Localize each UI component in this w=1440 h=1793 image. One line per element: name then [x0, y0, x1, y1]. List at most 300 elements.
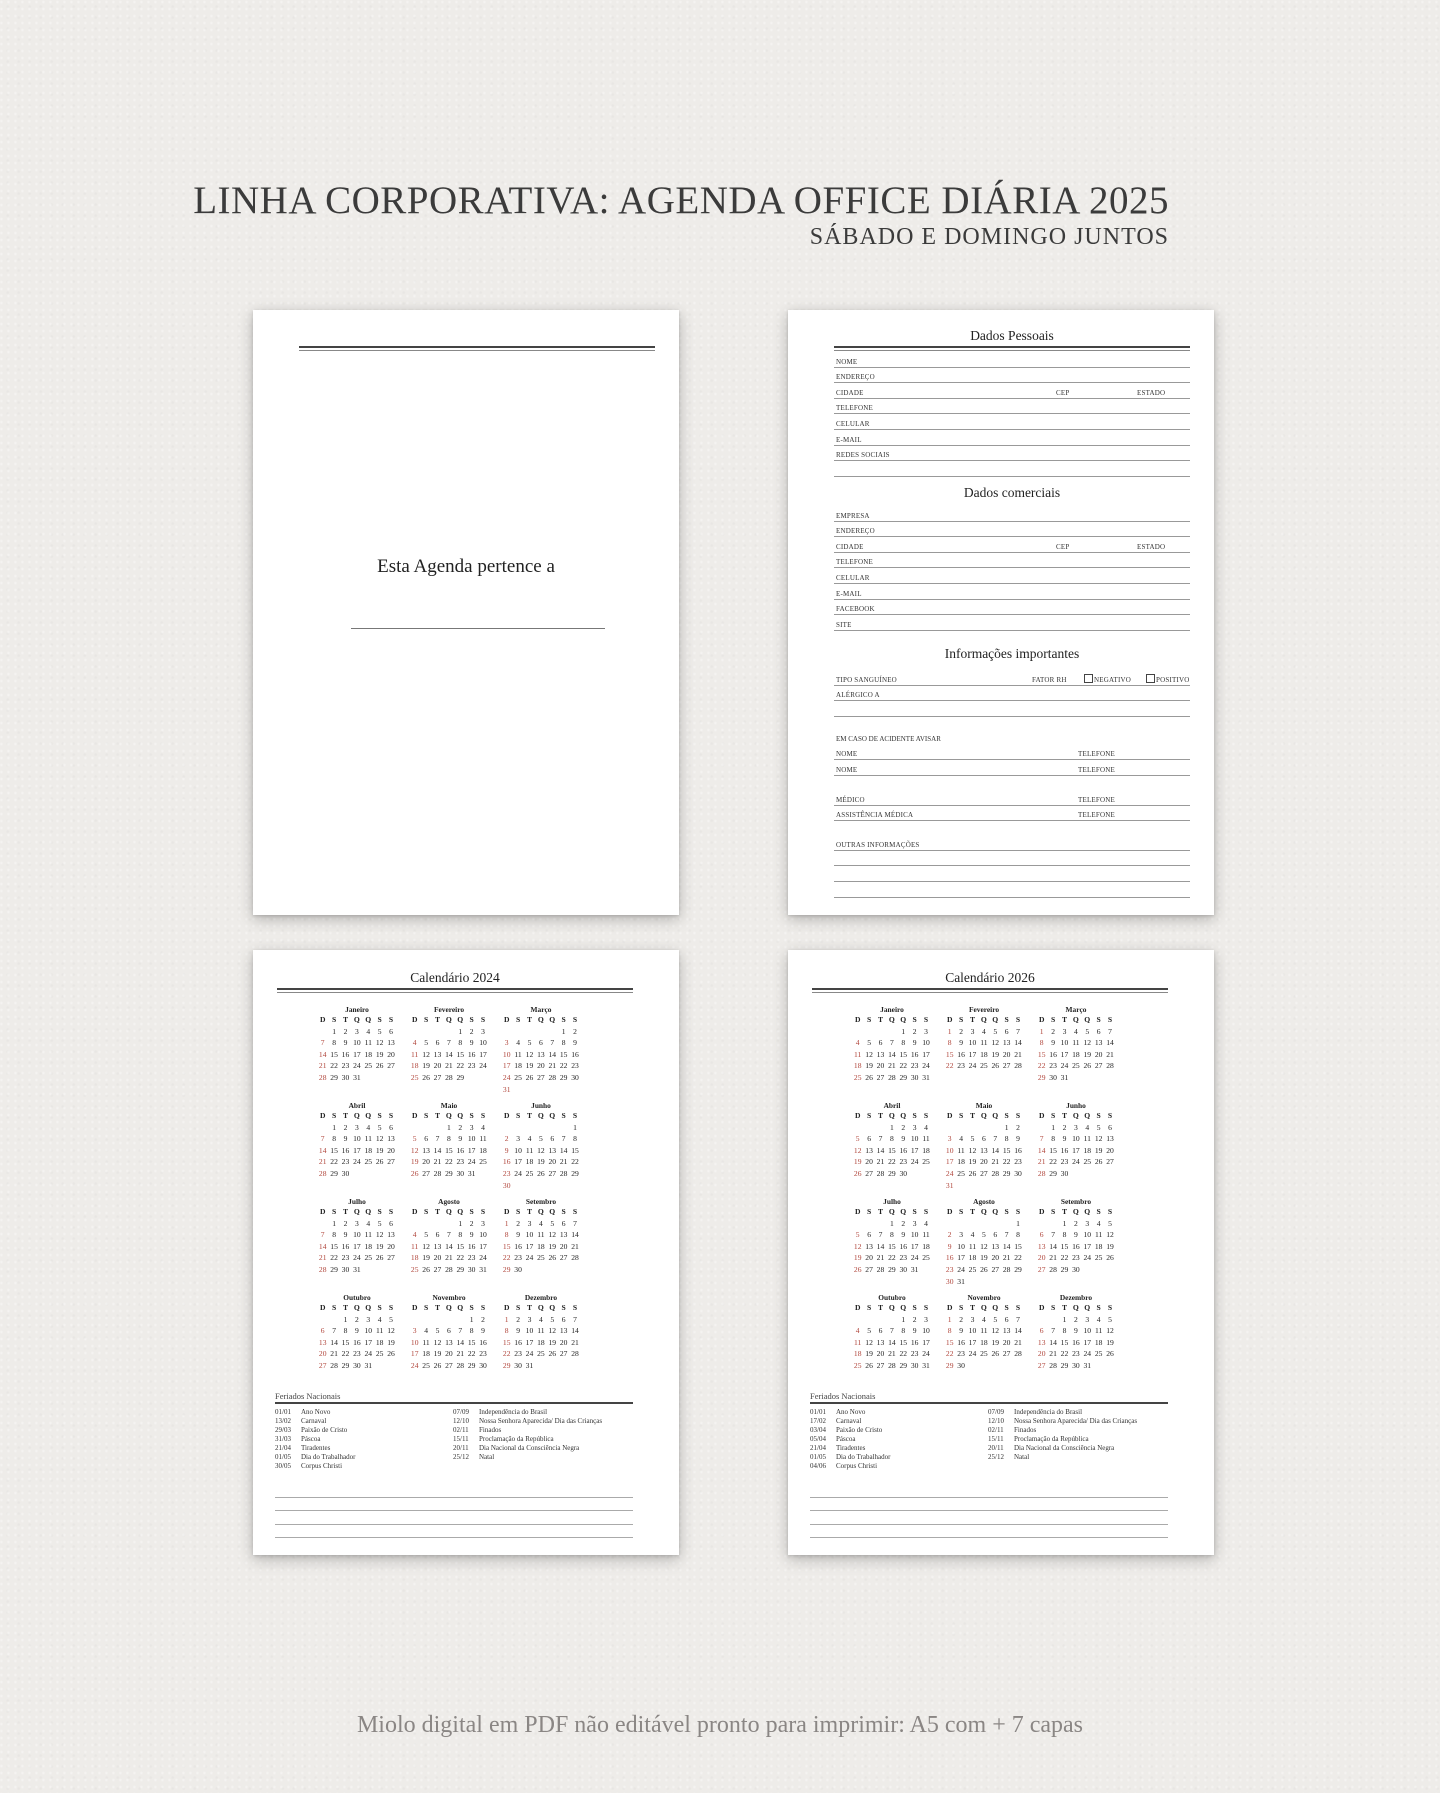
- day-cell: 25: [853, 1360, 862, 1370]
- day-cell: 27: [865, 1168, 873, 1178]
- checkbox-negativo-icon[interactable]: [1084, 674, 1093, 683]
- day-cell: 1: [1062, 1218, 1067, 1228]
- day-cell: 11: [980, 1326, 988, 1336]
- month-days: [1036, 1026, 1116, 1084]
- day-cell: 10: [514, 1145, 522, 1155]
- day-cell: 17: [479, 1049, 487, 1059]
- day-cell: 17: [525, 1337, 534, 1347]
- holidays-title: Feriados Nacionais: [275, 1391, 341, 1401]
- day-cell: 1: [901, 1026, 906, 1036]
- day-cell: 14: [571, 1326, 579, 1336]
- day-cell: 24: [968, 1061, 977, 1071]
- day-cell: 27: [865, 1264, 873, 1274]
- checkbox-positivo-icon[interactable]: [1146, 674, 1155, 683]
- day-cell: 25: [537, 1253, 545, 1263]
- field-contato-1: NOME TELEFONE: [834, 745, 1190, 761]
- calendar-2024-page: [253, 950, 679, 1555]
- day-cell: 17: [922, 1049, 930, 1059]
- field-medico: MÉDICO TELEFONE: [834, 790, 1190, 806]
- field-acidente: EM CASO DE ACIDENTE AVISAR: [836, 734, 941, 743]
- day-cell: 22: [330, 1157, 338, 1167]
- holiday-item: 15/11 Proclamação da República: [453, 1435, 554, 1443]
- day-cell: 31: [1060, 1072, 1069, 1082]
- weekday-header: D S T Q Q S S: [411, 1303, 486, 1312]
- day-cell: 4: [981, 1026, 986, 1036]
- day-cell: 18: [410, 1061, 419, 1071]
- day-cell: 3: [527, 1314, 532, 1324]
- day-cell: 26: [548, 1253, 557, 1263]
- day-cell: 14: [888, 1049, 896, 1059]
- day-cell: 28: [1106, 1061, 1114, 1071]
- month-name: Dezembro: [524, 1293, 558, 1302]
- day-cell: 21: [1014, 1337, 1022, 1347]
- day-cell: 8: [343, 1326, 348, 1336]
- day-cell: 20: [1037, 1253, 1046, 1263]
- day-cell: 28: [1014, 1061, 1022, 1071]
- holiday-item: 20/11 Dia Nacional da Consciência Negra: [988, 1444, 1115, 1452]
- field-email-comercial: E-MAIL: [834, 584, 1190, 600]
- day-cell: 25: [364, 1253, 373, 1263]
- day-cell: 3: [959, 1230, 963, 1240]
- day-cell: 11: [854, 1337, 862, 1347]
- day-cell: 22: [888, 1157, 896, 1167]
- day-cell: 9: [516, 1326, 520, 1336]
- section-title-personal: Dados Pessoais: [970, 328, 1054, 343]
- day-cell: 1: [1039, 1026, 1044, 1036]
- blank-line: [834, 461, 1190, 477]
- day-cell: 17: [1060, 1049, 1069, 1059]
- day-cell: 1: [332, 1218, 336, 1228]
- weekday-header: D S T Q Q S S: [503, 1015, 578, 1024]
- day-cell: 12: [991, 1326, 1000, 1336]
- day-cell: 19: [980, 1253, 988, 1263]
- cover-rule: [299, 346, 655, 351]
- day-cell: 2: [959, 1026, 963, 1036]
- day-cell: 12: [853, 1145, 862, 1155]
- day-cell: 19: [1106, 1241, 1114, 1251]
- day-cell: 23: [467, 1061, 476, 1071]
- day-cell: 31: [353, 1264, 361, 1274]
- day-cell: 11: [922, 1230, 930, 1240]
- day-cell: 19: [525, 1061, 534, 1071]
- day-cell: 6: [878, 1326, 883, 1336]
- day-cell: 16: [1072, 1241, 1080, 1251]
- day-cell: 14: [330, 1337, 338, 1347]
- day-cell: 11: [1094, 1230, 1103, 1240]
- day-cell: 28: [571, 1253, 579, 1263]
- cover-owner-line: [351, 628, 605, 629]
- day-cell: 25: [422, 1360, 430, 1370]
- day-cell: 12: [853, 1241, 862, 1251]
- day-cell: 26: [980, 1264, 988, 1274]
- weekday-header: D S T Q Q S S: [319, 1303, 394, 1312]
- day-cell: 27: [537, 1072, 545, 1082]
- day-cell: 7: [561, 1134, 566, 1144]
- day-cell: 23: [341, 1061, 350, 1071]
- day-cell: 14: [548, 1049, 557, 1059]
- day-cell: 30: [467, 1264, 476, 1274]
- day-cell: 22: [1002, 1157, 1011, 1167]
- day-cell: 1: [1004, 1122, 1009, 1132]
- day-cell: 5: [867, 1038, 871, 1048]
- month-name: Janeiro: [345, 1005, 369, 1014]
- day-cell: 16: [514, 1337, 522, 1347]
- month-outubro: [852, 1294, 932, 1372]
- day-cell: 28: [445, 1264, 453, 1274]
- day-cell: 5: [1108, 1218, 1112, 1228]
- day-cell: 26: [1106, 1253, 1114, 1263]
- day-cell: 12: [865, 1337, 873, 1347]
- holidays-title: Feriados Nacionais: [810, 1391, 876, 1401]
- day-cell: 25: [980, 1061, 988, 1071]
- day-cell: 16: [467, 1241, 476, 1251]
- day-cell: 19: [410, 1157, 419, 1167]
- day-cell: 24: [922, 1349, 930, 1359]
- day-cell: 26: [1106, 1349, 1114, 1359]
- field-email: E-MAIL: [834, 430, 1190, 446]
- day-cell: 24: [968, 1349, 977, 1359]
- day-cell: 20: [548, 1157, 557, 1167]
- day-cell: 31: [910, 1264, 919, 1274]
- field-celular: CELULAR: [834, 414, 1190, 430]
- day-cell: 14: [433, 1145, 442, 1155]
- day-cell: 13: [1106, 1134, 1114, 1144]
- month-junho: [1036, 1102, 1116, 1180]
- day-cell: 28: [888, 1072, 896, 1082]
- day-cell: 15: [945, 1337, 954, 1347]
- holiday-item: 25/12 Natal: [453, 1453, 495, 1461]
- month-name: Março: [1065, 1005, 1087, 1014]
- day-cell: 19: [375, 1145, 384, 1155]
- day-cell: 4: [924, 1218, 928, 1228]
- page-subtitle: SÁBADO E DOMINGO JUNTOS: [809, 224, 1169, 250]
- day-cell: 16: [1072, 1337, 1080, 1347]
- day-cell: 20: [433, 1061, 442, 1071]
- day-cell: 6: [1004, 1026, 1009, 1036]
- day-cell: 21: [991, 1157, 1000, 1167]
- day-cell: 17: [1083, 1241, 1092, 1251]
- day-cell: 13: [1002, 1326, 1011, 1336]
- day-cell: 17: [957, 1253, 965, 1263]
- day-cell: 22: [559, 1061, 568, 1071]
- month-name: Julho: [348, 1197, 366, 1206]
- day-cell: 25: [375, 1349, 384, 1359]
- weekday-header: D S T Q Q S S: [319, 1015, 394, 1024]
- day-cell: 30: [502, 1180, 511, 1190]
- day-cell: 3: [924, 1314, 928, 1324]
- day-cell: 9: [343, 1230, 348, 1240]
- day-cell: 1: [573, 1122, 577, 1132]
- day-cell: 13: [1094, 1038, 1103, 1048]
- day-cell: 4: [855, 1038, 860, 1048]
- day-cell: 6: [435, 1038, 440, 1048]
- day-cell: 22: [330, 1061, 338, 1071]
- day-cell: 14: [1037, 1145, 1046, 1155]
- day-cell: 20: [433, 1253, 442, 1263]
- day-cell: 5: [424, 1038, 428, 1048]
- month-novembro: [944, 1294, 1024, 1372]
- day-cell: 5: [377, 1122, 382, 1132]
- day-cell: 21: [318, 1253, 327, 1263]
- day-cell: 17: [353, 1049, 361, 1059]
- day-cell: 17: [1072, 1145, 1080, 1155]
- month-days: [501, 1026, 581, 1096]
- day-cell: 20: [559, 1337, 568, 1347]
- day-cell: 21: [456, 1349, 465, 1359]
- weekday-header: D S T Q Q S S: [411, 1111, 486, 1120]
- day-cell: 15: [1002, 1145, 1011, 1155]
- day-cell: 10: [364, 1326, 373, 1336]
- day-cell: 26: [865, 1360, 873, 1370]
- day-cell: 31: [1083, 1360, 1092, 1370]
- day-cell: 20: [559, 1241, 568, 1251]
- day-cell: 23: [341, 1253, 350, 1263]
- day-cell: 2: [1016, 1122, 1020, 1132]
- day-cell: 9: [1073, 1326, 1078, 1336]
- day-cell: 13: [559, 1230, 568, 1240]
- day-cell: 25: [980, 1349, 988, 1359]
- holidays-rule: [275, 1402, 633, 1404]
- day-cell: 29: [1049, 1168, 1057, 1178]
- day-cell: 16: [502, 1157, 511, 1167]
- day-cell: 25: [922, 1157, 930, 1167]
- day-cell: 28: [1014, 1349, 1022, 1359]
- field-endereco-comercial: ENDEREÇO: [834, 522, 1190, 538]
- day-cell: 27: [433, 1264, 442, 1274]
- day-cell: 4: [377, 1314, 382, 1324]
- day-cell: 1: [1051, 1122, 1055, 1132]
- day-cell: 29: [330, 1072, 338, 1082]
- day-cell: 29: [559, 1072, 568, 1082]
- day-cell: 11: [1072, 1038, 1080, 1048]
- day-cell: 8: [332, 1230, 336, 1240]
- day-cell: 29: [888, 1168, 896, 1178]
- day-cell: 15: [456, 1049, 465, 1059]
- day-cell: 19: [548, 1337, 557, 1347]
- day-cell: 25: [853, 1072, 862, 1082]
- day-cell: 14: [876, 1241, 885, 1251]
- weekday-header: D S T Q Q S S: [1038, 1303, 1113, 1312]
- day-cell: 25: [1083, 1157, 1092, 1167]
- day-cell: 12: [433, 1337, 442, 1347]
- day-cell: 18: [537, 1337, 545, 1347]
- day-cell: 3: [481, 1026, 485, 1036]
- day-cell: 26: [375, 1253, 384, 1263]
- day-cell: 27: [559, 1349, 568, 1359]
- day-cell: 2: [1073, 1218, 1078, 1228]
- day-cell: 6: [867, 1134, 871, 1144]
- day-cell: 20: [422, 1157, 430, 1167]
- day-cell: 3: [947, 1134, 952, 1144]
- day-cell: 1: [343, 1314, 348, 1324]
- day-cell: 22: [341, 1349, 350, 1359]
- day-cell: 28: [571, 1349, 579, 1359]
- field-cidade: CIDADE CEP ESTADO: [834, 383, 1190, 399]
- day-cell: 23: [479, 1349, 487, 1359]
- day-cell: 24: [479, 1253, 487, 1263]
- month-days: [317, 1218, 397, 1276]
- day-cell: 3: [1085, 1218, 1090, 1228]
- day-cell: 29: [467, 1360, 476, 1370]
- day-cell: 11: [422, 1337, 430, 1347]
- month-days: [1036, 1122, 1116, 1180]
- month-name: Maio: [440, 1101, 458, 1110]
- day-cell: 4: [538, 1314, 543, 1324]
- day-cell: 1: [458, 1218, 463, 1228]
- day-cell: 18: [980, 1337, 988, 1347]
- day-cell: 31: [364, 1360, 373, 1370]
- day-cell: 19: [375, 1049, 384, 1059]
- day-cell: 15: [330, 1241, 338, 1251]
- day-cell: 15: [456, 1241, 465, 1251]
- holiday-item: 25/12 Natal: [988, 1453, 1030, 1461]
- month-name: Maio: [975, 1101, 993, 1110]
- day-cell: 7: [1051, 1326, 1055, 1336]
- day-cell: 1: [469, 1314, 474, 1324]
- day-cell: 19: [1083, 1049, 1092, 1059]
- month-name: Abril: [348, 1101, 366, 1110]
- day-cell: 13: [1037, 1241, 1046, 1251]
- day-cell: 26: [991, 1061, 1000, 1071]
- day-cell: 23: [353, 1349, 361, 1359]
- day-cell: 16: [514, 1241, 522, 1251]
- day-cell: 28: [318, 1072, 327, 1082]
- day-cell: 8: [889, 1134, 894, 1144]
- day-cell: 29: [571, 1168, 579, 1178]
- day-cell: 17: [364, 1337, 373, 1347]
- day-cell: 18: [968, 1253, 977, 1263]
- day-cell: 5: [550, 1218, 555, 1228]
- day-cell: 12: [968, 1145, 977, 1155]
- day-cell: 3: [970, 1314, 975, 1324]
- weekday-header: D S T Q Q S S: [1038, 1111, 1113, 1120]
- day-cell: 25: [537, 1349, 545, 1359]
- month-name: Janeiro: [880, 1005, 904, 1014]
- day-cell: 7: [878, 1230, 883, 1240]
- day-cell: 8: [573, 1134, 577, 1144]
- month-dezembro: [1036, 1294, 1116, 1372]
- day-cell: 20: [1002, 1049, 1011, 1059]
- day-cell: 21: [571, 1337, 579, 1347]
- day-cell: 18: [1083, 1145, 1092, 1155]
- day-cell: 28: [445, 1072, 453, 1082]
- day-cell: 13: [318, 1337, 327, 1347]
- holidays-list-left: [810, 1408, 890, 1471]
- day-cell: 24: [353, 1253, 361, 1263]
- day-cell: 14: [991, 1145, 1000, 1155]
- day-cell: 24: [479, 1061, 487, 1071]
- day-cell: 16: [945, 1253, 954, 1263]
- day-cell: 18: [514, 1061, 522, 1071]
- day-cell: 10: [922, 1326, 930, 1336]
- day-cell: 9: [458, 1134, 463, 1144]
- day-cell: 12: [375, 1230, 384, 1240]
- day-cell: 9: [1073, 1230, 1078, 1240]
- day-cell: 7: [320, 1134, 325, 1144]
- day-cell: 27: [876, 1360, 885, 1370]
- day-cell: 12: [410, 1145, 419, 1155]
- day-cell: 21: [1106, 1049, 1114, 1059]
- day-cell: 23: [910, 1061, 919, 1071]
- day-cell: 12: [387, 1326, 395, 1336]
- day-cell: 25: [479, 1157, 487, 1167]
- weekday-header: D S T Q Q S S: [319, 1111, 394, 1120]
- calendar-title: Calendário 2026: [945, 970, 1035, 985]
- calendar-2026-page: [788, 950, 1214, 1555]
- day-cell: 29: [1060, 1264, 1069, 1274]
- day-cell: 8: [1004, 1134, 1009, 1144]
- day-cell: 29: [502, 1264, 511, 1274]
- footer-text: Miolo digital em PDF não editável pronto para imprimir: A5 com + 7 capas: [356, 1712, 1084, 1738]
- month-fevereiro: [944, 1006, 1024, 1072]
- day-cell: 11: [525, 1145, 534, 1155]
- day-cell: 7: [878, 1134, 883, 1144]
- day-cell: 25: [364, 1061, 373, 1071]
- day-cell: 23: [571, 1061, 579, 1071]
- day-cell: 22: [456, 1061, 465, 1071]
- day-cell: 11: [364, 1230, 372, 1240]
- day-cell: 4: [412, 1230, 417, 1240]
- day-cell: 30: [514, 1264, 522, 1274]
- day-cell: 12: [525, 1049, 534, 1059]
- day-cell: 16: [467, 1049, 476, 1059]
- day-cell: 5: [389, 1314, 393, 1324]
- day-cell: 15: [330, 1049, 338, 1059]
- day-cell: 8: [1062, 1326, 1067, 1336]
- day-cell: 10: [1083, 1326, 1092, 1336]
- day-cell: 20: [980, 1157, 988, 1167]
- month-name: Setembro: [525, 1197, 557, 1206]
- day-cell: 11: [1083, 1134, 1091, 1144]
- day-cell: 3: [366, 1314, 371, 1324]
- day-cell: 21: [1049, 1349, 1057, 1359]
- day-cell: 1: [332, 1122, 336, 1132]
- day-cell: 20: [445, 1349, 453, 1359]
- day-cell: 4: [1096, 1218, 1101, 1228]
- day-cell: 15: [559, 1049, 568, 1059]
- day-cell: 9: [947, 1241, 952, 1251]
- day-cell: 28: [318, 1264, 327, 1274]
- day-cell: 28: [318, 1168, 327, 1178]
- day-cell: 26: [410, 1168, 419, 1178]
- month-name: Setembro: [1060, 1197, 1092, 1206]
- day-cell: 13: [865, 1145, 873, 1155]
- day-cell: 6: [389, 1122, 393, 1132]
- holiday-item: 21/04 Tiradentes: [810, 1444, 866, 1452]
- day-cell: 20: [1094, 1049, 1103, 1059]
- day-cell: 10: [1072, 1134, 1080, 1144]
- day-cell: 11: [375, 1326, 384, 1336]
- day-cell: 20: [865, 1253, 873, 1263]
- day-cell: 23: [1072, 1349, 1080, 1359]
- month-name: Agosto: [438, 1197, 460, 1206]
- month-name: Novembro: [967, 1293, 1001, 1302]
- day-cell: 7: [573, 1314, 577, 1324]
- day-cell: 18: [364, 1049, 373, 1059]
- blank-line: [834, 851, 1190, 867]
- day-cell: 11: [479, 1134, 487, 1144]
- day-cell: 1: [889, 1218, 894, 1228]
- day-cell: 22: [445, 1157, 453, 1167]
- day-cell: 25: [364, 1157, 373, 1167]
- day-cell: 3: [469, 1122, 474, 1132]
- day-cell: 18: [1094, 1241, 1103, 1251]
- month-days: [852, 1026, 932, 1084]
- day-cell: 3: [1073, 1122, 1078, 1132]
- day-cell: 9: [516, 1230, 520, 1240]
- month-days: [501, 1122, 581, 1192]
- day-cell: 9: [1016, 1134, 1020, 1144]
